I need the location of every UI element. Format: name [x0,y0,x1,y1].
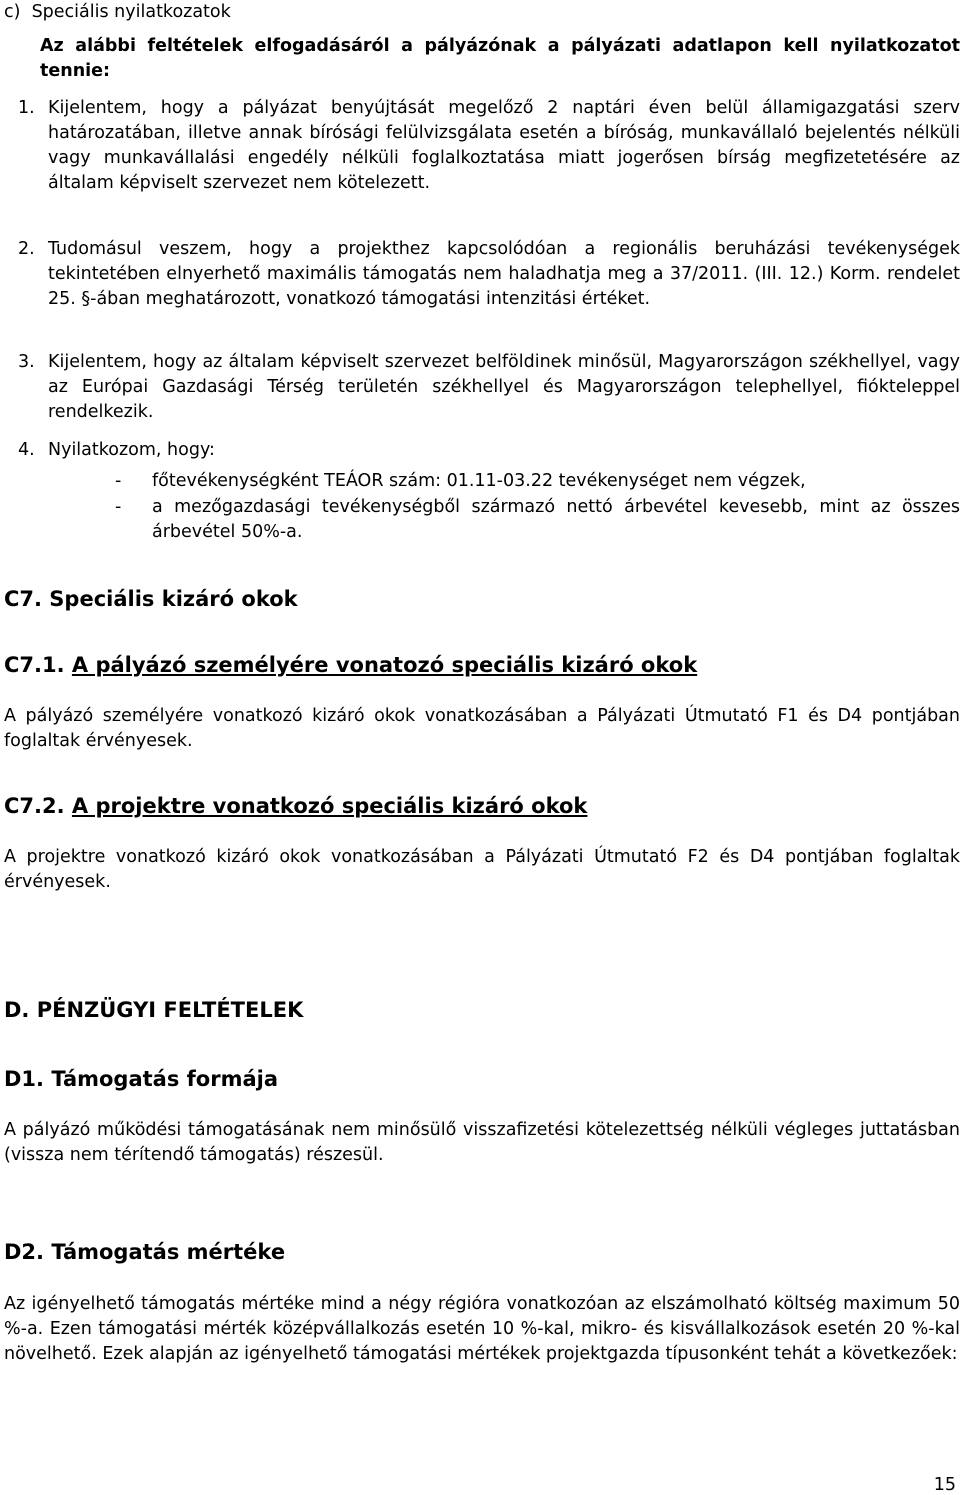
item-text: Tudomásul veszem, hogy a projekthez kapcsolódóan a regionális beruházási tevékenységek tekintetében elnyerhető maximális támogatás nem haladhatja meg a 37/2011. (III. 12.) Korm. rendelet 25. §-ában meghatározott, vonatkozó támogatási intenzitási értéket. [48,239,960,309]
statement-item-1 [18,96,960,196]
d1-heading: D1. Támogatás formája [4,1067,278,1091]
statement-item-2 [18,237,960,312]
sub-item-text: főtevékenységként TEÁOR szám: 01.11-03.22 tevékenységet nem végzek, [152,471,806,491]
d-heading: D. PÉNZÜGYI FELTÉTELEK [4,998,304,1022]
item-text: Kijelentem, hogy a pályázat benyújtását megelőző 2 naptári éven belül államigazgatási szerv határozatában, illetve annak bírósági felülvizsgálata esetén a bíróság, munkavállaló bejelentés nélküli vagy munkavállalási engedély nélküli foglalkoztatása miatt jogerősen bírság megfizetetésére az általam képviselt szervezet nem kötelezett. [48,98,960,193]
c72-number: C7.2. [4,794,65,818]
sub-item-text: a mezőgazdasági tevékenységből származó nettó árbevétel kevesebb, mint az összes árbevétel 50%-a. [152,497,960,542]
statement-item-4 [18,438,960,463]
c71-title: A pályázó személyére vonatozó speciális kizáró okok [71,653,698,677]
d2-heading: D2. Támogatás mértéke [4,1240,286,1264]
item-text: Kijelentem, hogy az általam képviselt szervezet belföldinek minősül, Magyarországon székhellyel, vagy az Európai Gazdasági Térség területén székhellyel és Magyarországon telephellyel, fiókteleppel rendelkezik. [48,352,960,422]
c71-text: A pályázó személyére vonatkozó kizáró okok vonatkozásában a Pályázati Útmutató F1 és D4 pontjában foglaltak érvényesek. [4,706,960,751]
item-number: 3. [18,352,35,372]
item-number: 2. [18,239,35,259]
c72-text: A projektre vonatkozó kizáró okok vonatkozásában a Pályázati Útmutató F2 és D4 pontjában foglaltak érvényesek. [4,847,960,892]
item-text: Nyilatkozom, hogy: [48,440,215,460]
c7-heading: C7. Speciális kizáró okok [4,587,298,611]
c71-heading [4,652,697,678]
sub-item-dash: - [115,497,122,517]
section-c-intro: Az alábbi feltételek elfogadásáról a pályázónak a pályázati adatlapon kell nyilatkozatot tennie: [40,36,960,81]
sub-item-dash: - [115,471,122,491]
statement-item-3 [18,350,960,425]
c72-heading [4,793,587,819]
c72-title: A projektre vonatkozó speciális kizáró okok [71,794,588,818]
d1-text: A pályázó működési támogatásának nem minősülő visszafizetési kötelezettség nélküli végleges juttatásban (vissza nem térítendő támogatás) részesül. [4,1120,960,1165]
d2-text: Az igényelhető támogatás mértéke mind a négy régióra vonatkozóan az elszámolható költség maximum 50 %-a. Ezen támogatási mérték középvállalkozás esetén 10 %-kal, mikro- és kisvállalkozások esetén 20 %-kal növelhető. Ezek alapján az igényelhető támogatási mértékek projektgazda típusonként tehát a következőek: [4,1294,960,1364]
item-number: 4. [18,440,35,460]
c71-number: C7.1. [4,653,65,677]
item-number: 1. [18,98,35,118]
section-c-title: c) Speciális nyilatkozatok [4,2,231,22]
page-number: 15 [933,1475,956,1495]
